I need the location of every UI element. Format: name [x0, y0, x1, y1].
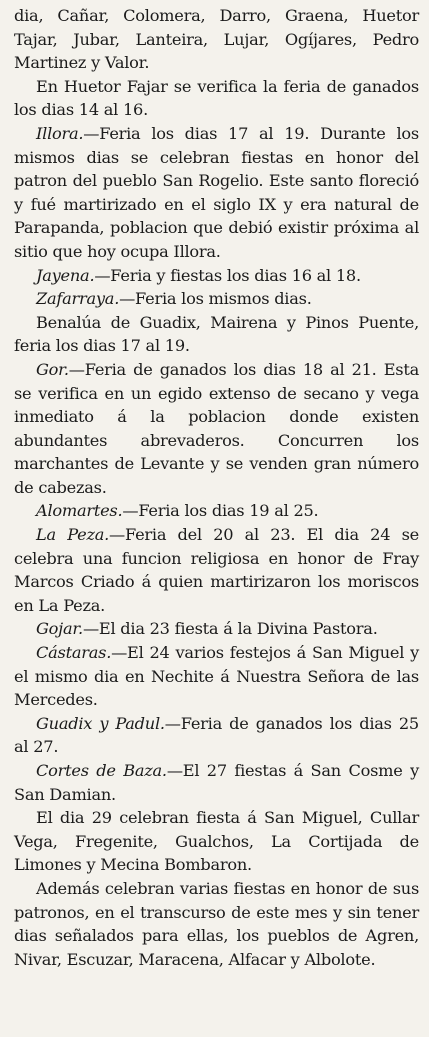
- dash-separator: —: [166, 761, 183, 780]
- paragraph-text: Feria y fiestas los dias 16 al 18.: [110, 265, 361, 285]
- place-name: Cortes de Baza.: [36, 761, 167, 780]
- paragraph-text: Feria de ganados los dias 25 al 27.: [14, 713, 419, 757]
- dash-separator: —: [68, 359, 85, 379]
- paragraph-jayena: [14, 264, 419, 288]
- paragraph-text: El dia 29 celebran fiesta á San Miguel, Cullar Vega, Fregenite, Gualchos, La Cortijada de Limones y Mecina Bombaron.: [14, 808, 419, 875]
- paragraph-text: Además celebran varias fiestas en honor de sus patronos, en el transcurso de este mes y sin tener dias señalados para ellas, los pueblos de Agren, Nivar, Escuzar, Maracena, Alfacar y Albolote.: [14, 878, 419, 969]
- paragraph-text: El 27 fiestas á San Cosme y San Damian.: [14, 761, 419, 804]
- paragraph-text: Feria del 20 al 23. El dia 24 se celebra una funcion religiosa en honor de Fray Marcos Criado á quien martirizaron los moriscos en La Peza.: [14, 525, 419, 615]
- paragraph-cortes-de-baza: [14, 759, 419, 806]
- dash-separator: —: [83, 123, 100, 143]
- place-name: Illora.: [36, 123, 84, 143]
- paragraph-text: Feria los dias 19 al 25.: [138, 501, 319, 521]
- dash-separator: —: [111, 643, 128, 663]
- dash-separator: —: [164, 713, 181, 733]
- paragraph-text: Benalúa de Guadix, Mairena y Pinos Puente, feria los dias 17 al 19.: [14, 312, 419, 356]
- place-name: La Peza.: [36, 525, 110, 545]
- paragraph-text: El 24 varios festejos á San Miguel y el mismo dia en Nechite á Nuestra Señora de las Mercedes.: [14, 643, 419, 710]
- paragraph-dia-29: [14, 806, 419, 877]
- paragraph-text: Feria los dias 17 al 19. Durante los mismos dias se celebran fiestas en honor del patron del pueblo San Rogelio. Este santo floreció y fué martirizado en el siglo IX y era natural de Parapanda, poblacion que debió existir próxima al sitio que hoy ocupa Illora.: [14, 123, 419, 261]
- place-name: Zafarraya.: [36, 289, 120, 309]
- place-name: Alomartes.: [36, 501, 123, 521]
- paragraph-text: El dia 23 fiesta á la Divina Pastora.: [98, 619, 378, 639]
- paragraph-pueblos-list: [14, 4, 419, 75]
- dash-separator: —: [122, 501, 139, 521]
- paragraph-text: En Huetor Fajar se verifica la feria de ganados los dias 14 al 16.: [14, 76, 419, 120]
- place-name: Gor.: [36, 359, 69, 379]
- place-name: Cástaras.: [36, 643, 112, 663]
- paragraph-text: Feria de ganados los dias 18 al 21. Esta se verifica en un egido extenso de secano y vega inmediato á la poblacion donde existen abundantes abrevaderos. Concurren los marchantes de Levante y se venden gran número de cabezas.: [14, 359, 419, 497]
- paragraph-benalua: [14, 311, 419, 358]
- paragraph-text: dia, Cañar, Colomera, Darro, Graena, Huetor Tajar, Jubar, Lanteira, Lujar, Ogíjares, Pedro Martinez y Valor.: [14, 6, 419, 73]
- paragraph-illora: [14, 122, 419, 264]
- paragraph-gojar: [14, 617, 419, 641]
- paragraph-la-peza: [14, 523, 419, 617]
- paragraph-guadix-padul: [14, 712, 419, 759]
- paragraph-zafarraya: [14, 287, 419, 311]
- paragraph-gor: [14, 358, 419, 500]
- paragraph-text: Feria los mismos dias.: [135, 289, 312, 309]
- paragraph-castaras: [14, 641, 419, 712]
- dash-separator: —: [109, 525, 125, 545]
- paragraph-ademas: [14, 877, 419, 971]
- paragraph-alomartes: [14, 499, 419, 523]
- paragraph-huetor-fajar: [14, 75, 419, 122]
- dash-separator: —: [119, 289, 136, 309]
- place-name: Guadix y Padul.: [36, 713, 165, 733]
- place-name: Jayena.: [36, 265, 95, 285]
- dash-separator: —: [82, 619, 99, 639]
- place-name: Gojar.: [36, 619, 83, 639]
- dash-separator: —: [94, 265, 111, 285]
